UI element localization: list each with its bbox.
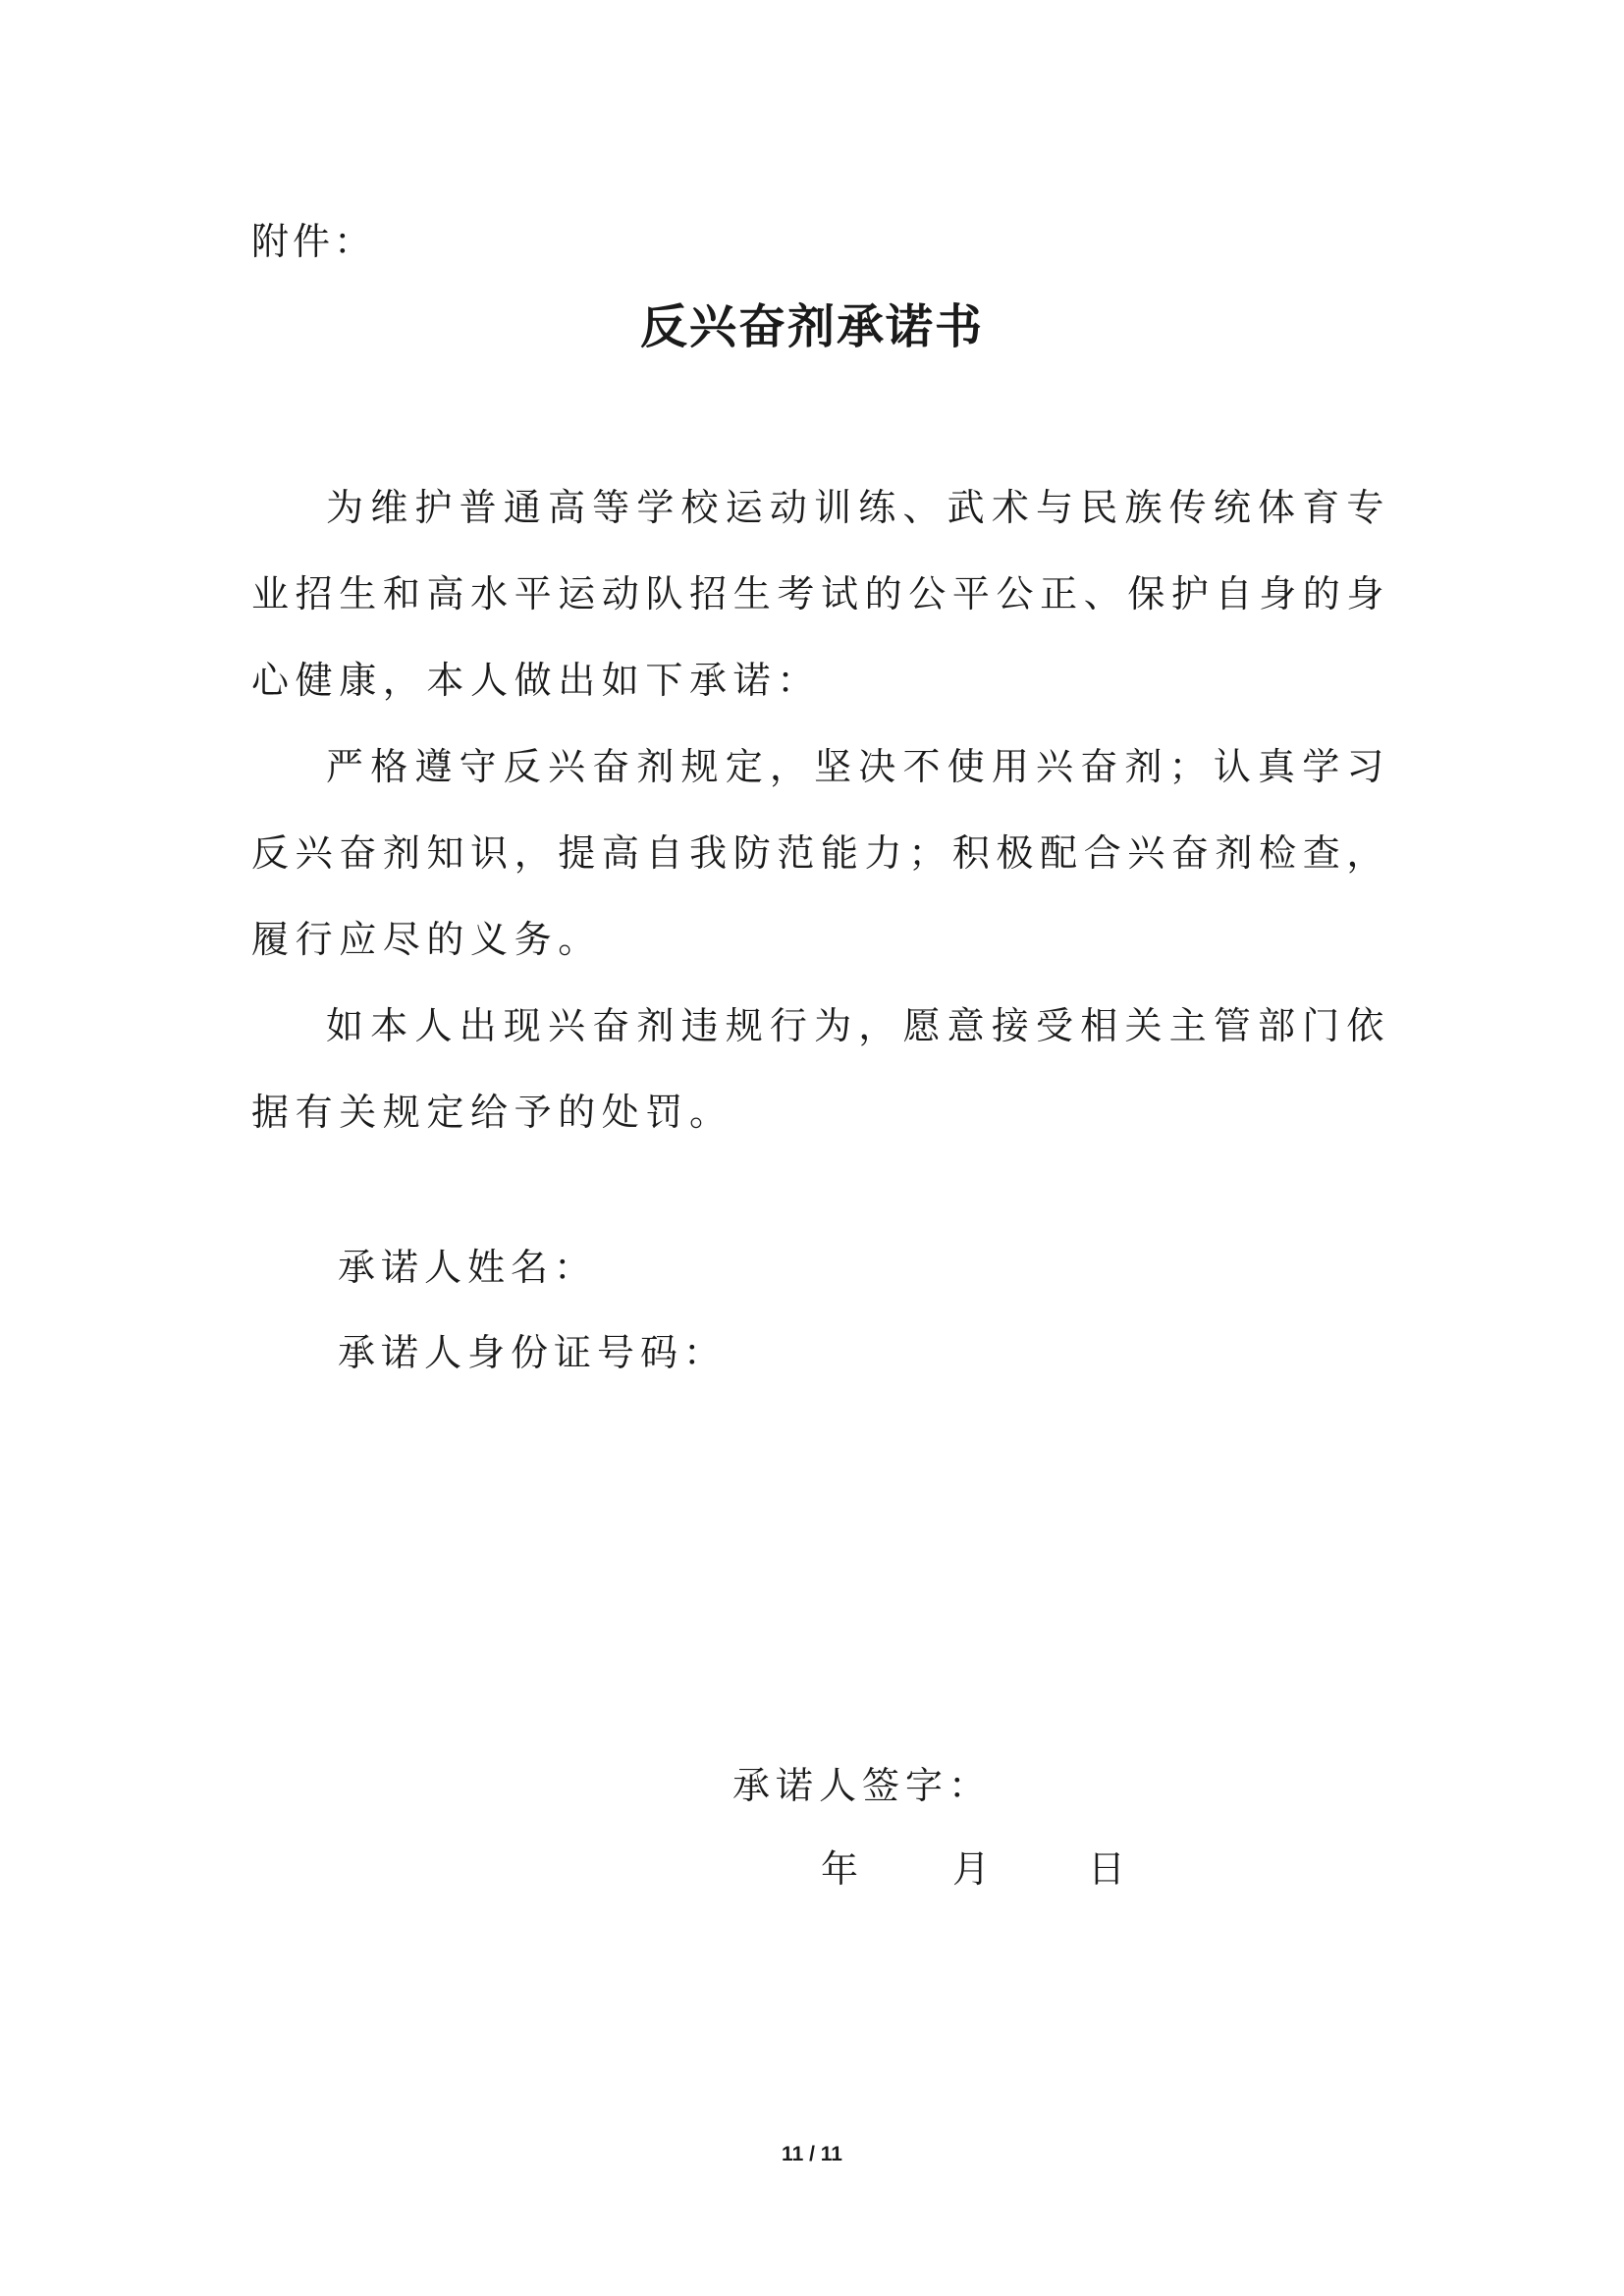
name-label: 承诺人姓名： — [338, 1246, 598, 1289]
date-day: 日 — [1088, 1847, 1126, 1891]
paragraph-obligations: 严格遵守反兴奋剂规定，坚决不使用兴奋剂；认真学习反兴奋剂知识，提高自我防范能力；积极配合兴奋剂检查，履行应尽的义务。 — [251, 745, 1390, 961]
id-number-label: 承诺人身份证号码： — [338, 1331, 728, 1374]
paragraph-purpose: 为维护普通高等学校运动训练、武术与民族传统体育专业招生和高水平运动队招生考试的公平公正、保护自身的身心健康，本人做出如下承诺： — [251, 486, 1390, 702]
commitment-body — [251, 464, 1390, 1155]
document-title: 反兴奋剂承诺书 — [639, 299, 984, 354]
page-number: 11 / 11 — [782, 2143, 842, 2165]
signature-label: 承诺人签字： — [732, 1764, 993, 1807]
date-year: 年 — [821, 1847, 859, 1891]
attachment-label: 附件： — [251, 220, 376, 263]
date-month: 月 — [952, 1847, 991, 1891]
paragraph-penalty: 如本人出现兴奋剂违规行为，愿意接受相关主管部门依据有关规定给予的处罚。 — [251, 1004, 1390, 1134]
